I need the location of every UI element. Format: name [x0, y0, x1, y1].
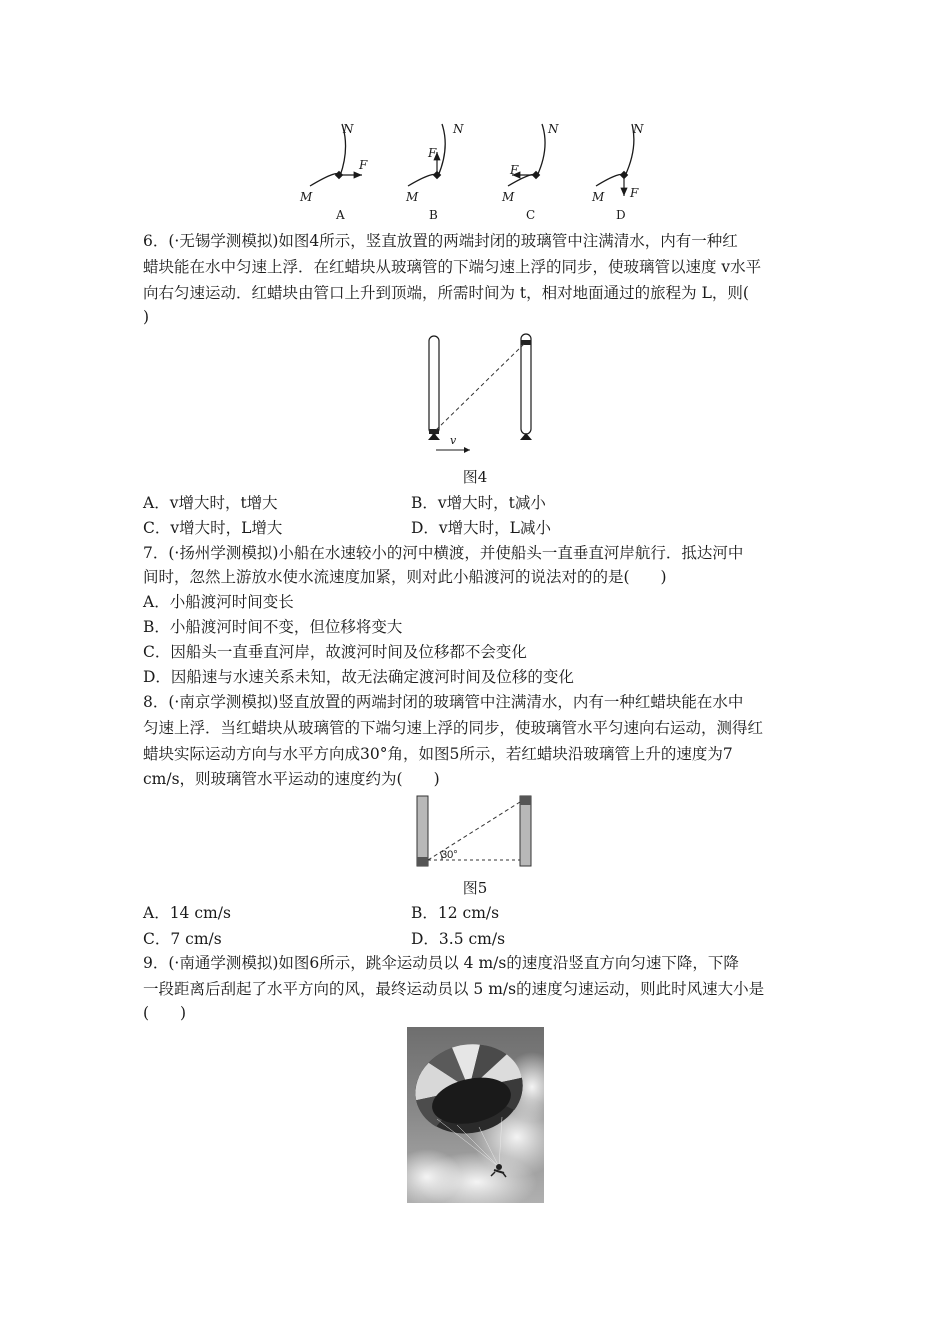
label-f-a: F: [359, 158, 368, 172]
q7-option-b: B．小船渡河时间不变，但位移将变大: [143, 618, 403, 636]
parachute-photo: [407, 1027, 544, 1203]
option-label-d: D: [616, 208, 626, 222]
q7-option-a: A．小船渡河时间变长: [143, 593, 294, 611]
figure-5-glass-tubes: [412, 793, 537, 871]
q7-option-d: D．因船速与水速关系未知，故无法确定渡河时间及位移的变化: [143, 668, 574, 686]
q8-line-2: 匀速上浮．当红蜡块从玻璃管的下端匀速上浮的同步，使玻璃管水平匀速向右运动，测得红: [143, 719, 764, 737]
q6-option-c: C．v增大时，L增大: [143, 519, 283, 537]
q7-option-c: C．因船头一直垂直河岸，故渡河时间及位移都不会变化: [143, 643, 527, 661]
label-n-d: N: [633, 122, 644, 136]
q8-line-4: cm/s，则玻璃管水平运动的速度约为( ): [143, 770, 440, 788]
q9-line-2: 一段距离后刮起了水平方向的风，最终运动员以 5 m/s的速度匀速运动，则此时风速大小是: [143, 980, 765, 998]
q6-option-d: D．v增大时，L减小: [411, 519, 551, 537]
label-f-b: F: [428, 146, 437, 160]
label-n-c: N: [548, 122, 559, 136]
label-m-d: M: [592, 190, 605, 204]
option-label-b: B: [429, 208, 438, 222]
diagram-a: [310, 124, 362, 186]
label-f-c: F: [510, 163, 519, 177]
q9-line-3: ( ): [143, 1004, 187, 1022]
diagram-d: [596, 124, 634, 196]
q6-line-2: 蜡块能在水中匀速上浮．在红蜡块从玻璃管的下端匀速上浮的同步，使玻璃管以速度 v水平: [143, 258, 762, 276]
label-m-b: M: [406, 190, 419, 204]
q6-line-3: 向右匀速运动．红蜡块由管口上升到顶端，所需时间为 t，相对地面通过的旅程为 L，则(: [143, 284, 749, 302]
label-m-c: M: [502, 190, 515, 204]
q8-option-d: D．3.5 cm/s: [411, 930, 506, 948]
q8-line-1: 8．(·南京学测模拟)竖直放置的两端封闭的玻璃管中注满清水，内有一种红蜡块能在水中: [143, 693, 744, 711]
q8-option-c: C．7 cm/s: [143, 930, 222, 948]
figure-4-caption: 图4: [462, 468, 488, 486]
label-f-d: F: [630, 186, 639, 200]
q7-line-1: 7．(·扬州学测模拟)小船在水速较小的河中横渡，并使船头一直垂直河岸航行．抵达河中: [143, 544, 744, 562]
q7-line-2: 间时，忽然上游放水使水流速度加紧，则对此小船渡河的说法对的的是( ): [143, 568, 667, 586]
q9-line-1: 9．(·南通学测模拟)如图6所示，跳伞运动员以 4 m/s的速度沿竖直方向匀速下降，下降: [143, 954, 739, 972]
angle-label: 30°: [441, 849, 458, 861]
label-n-a: N: [343, 122, 354, 136]
label-n-b: N: [453, 122, 464, 136]
label-m-a: M: [300, 190, 313, 204]
option-label-a: A: [336, 208, 345, 222]
option-label-c: C: [526, 208, 536, 222]
diagram-b: [408, 124, 445, 186]
velocity-label: v: [450, 434, 457, 447]
q6-line-1: 6．(·无锡学测模拟)如图4所示，竖直放置的两端封闭的玻璃管中注满清水，内有一种红: [143, 232, 738, 250]
q8-option-b: B．12 cm/s: [411, 904, 500, 922]
q8-option-a: A．14 cm/s: [143, 904, 231, 922]
figure-5-caption: 图5: [462, 879, 488, 897]
q6-option-a: A．v增大时，t增大: [143, 494, 278, 512]
figure-4-glass-tubes: [418, 330, 543, 455]
q6-option-b: B．v增大时，t减小: [411, 494, 546, 512]
q6-line-4: ): [143, 308, 150, 326]
q8-line-3: 蜡块实际运动方向与水平方向成30°角，如图5所示，若红蜡块沿玻璃管上升的速度为7: [143, 745, 733, 763]
